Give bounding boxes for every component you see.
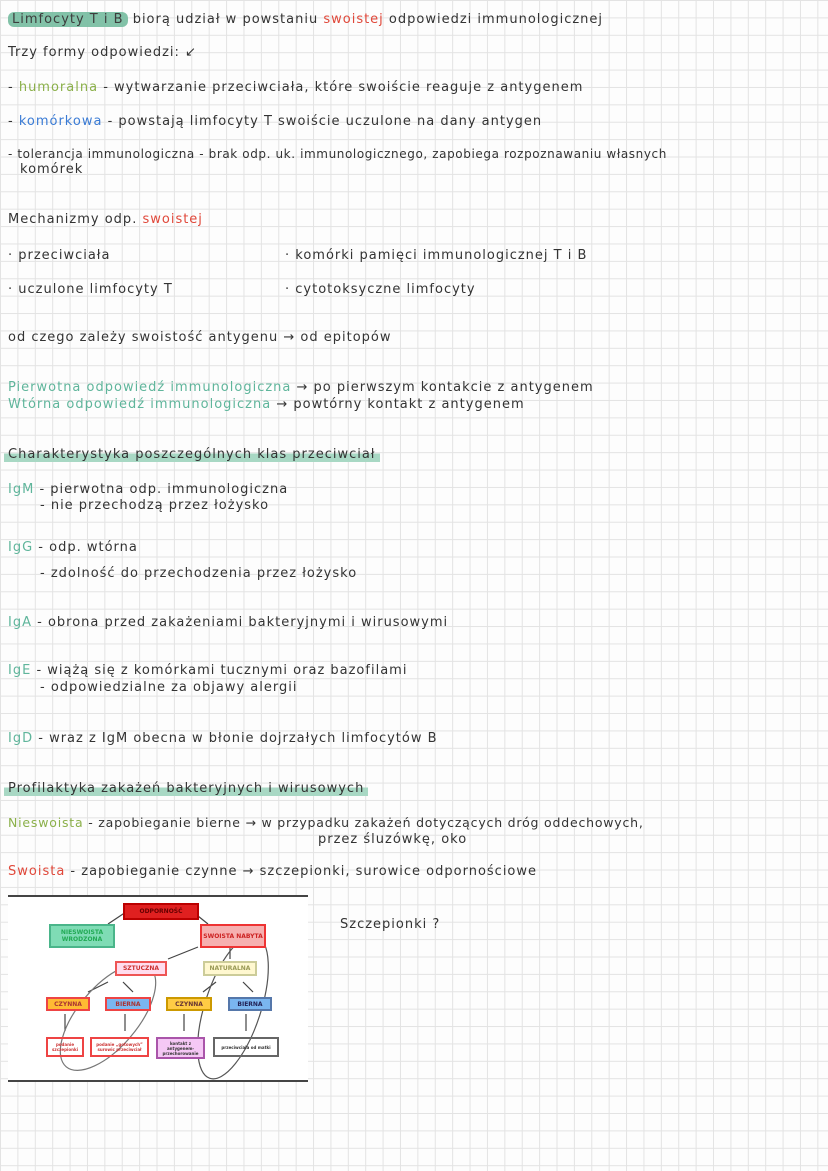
text: - wraz z IgM obecna w błonie dojrzałych limfocytów B <box>33 731 438 746</box>
text: Wtórna odpowiedź immunologiczna <box>8 397 272 412</box>
text: → po pierwszym kontakcie z antygenem <box>291 380 594 395</box>
text: komórkowa <box>18 114 103 129</box>
mech-item: · komórki pamięci immunologicznej T i B <box>285 248 588 263</box>
text: humoralna <box>18 80 99 95</box>
box-active: CZYNNA <box>46 997 90 1011</box>
heading-classes <box>4 447 380 462</box>
box-passive: BIERNA <box>228 997 272 1011</box>
iga <box>8 615 448 630</box>
heading-prophylaxis <box>4 781 368 796</box>
text: - wiążą się z komórkami tucznymi oraz bazofilami <box>31 663 408 678</box>
text: Nieswoista <box>8 815 84 830</box>
box-vaccine: podanie szczepionki <box>46 1037 84 1057</box>
text: - zapobieganie bierne → w przypadku zakażeń dotyczących dróg oddechowych, <box>83 815 644 830</box>
box-passive: BIERNA <box>105 997 151 1011</box>
text: odpowiedzi immunologicznej <box>383 12 604 27</box>
text: - obrona przed zakażeniami bakteryjnymi i wirusowymi <box>31 615 449 630</box>
vaccines-question: Szczepionki ? <box>340 917 441 932</box>
text: - pierwotna odp. immunologiczna <box>34 482 289 497</box>
text: - wytwarzanie przeciwciała, które swoiście reaguje z antygenem <box>98 80 584 95</box>
text: IgM <box>8 482 35 497</box>
nonspecific <box>8 815 644 830</box>
text: IgG <box>8 540 34 555</box>
mech-item: · przeciwciała <box>8 248 111 263</box>
box-specific: SWOISTA NABYTA <box>200 924 266 948</box>
igg <box>8 540 138 555</box>
cellular: - komórkowa - powstają limfocyty T swoiście uczulone na dany antygen <box>8 114 543 129</box>
text: swoistej <box>323 12 384 27</box>
box-mother: przeciwciała od matki <box>213 1037 279 1057</box>
ige <box>8 663 407 678</box>
ige2: - odpowiedzialne za objawy alergii <box>40 680 298 695</box>
text: IgE <box>8 663 32 678</box>
tolerance2: komórek <box>20 162 84 177</box>
box-root: ODPORNOŚĆ <box>123 903 199 920</box>
tolerance: - tolerancja immunologiczna - brak odp. uk. immunologicznego, zapobiega rozpoznawaniu własnych <box>8 147 667 161</box>
specific <box>8 864 537 879</box>
humoral: - humoralna - wytwarzanie przeciwciała, które swoiście reaguje z antygenem <box>8 80 584 95</box>
text: Profilaktyka zakażeń bakteryjnych i wirusowych <box>4 781 368 796</box>
igm <box>8 482 288 497</box>
text: Pierwotna odpowiedź immunologiczna <box>8 380 292 395</box>
text: - powstają limfocyty T swoiście uczulone na dany antygen <box>102 114 543 129</box>
text: Swoista <box>8 864 66 879</box>
text: swoistej <box>142 212 203 227</box>
igg2: - zdolność do przechodzenia przez łożysko <box>40 566 358 581</box>
text: → powtórny kontakt z antygenem <box>271 397 525 412</box>
box-nonspecific: NIESWOISTA WRODZONA <box>49 924 115 948</box>
box-artificial: SZTUCZNA <box>115 961 167 976</box>
forms: Trzy formy odpowiedzi: ↙ <box>8 45 197 60</box>
text: IgA <box>8 615 32 630</box>
text: - zapobieganie czynne → szczepionki, surowice odpornościowe <box>65 864 538 879</box>
secondary <box>8 397 525 412</box>
mechanisms <box>8 212 203 227</box>
title-line <box>8 12 603 27</box>
highlight: Limfocyty T i B <box>8 12 128 27</box>
igd <box>8 731 438 746</box>
igm2: - nie przechodzą przez łożysko <box>40 498 270 513</box>
text: Mechanizmy odp. <box>8 212 143 227</box>
epitopes: od czego zależy swoistość antygenu → od epitopów <box>8 330 392 345</box>
nonspecific2: przez śluzówkę, oko <box>318 832 468 847</box>
box-active: CZYNNA <box>166 997 212 1011</box>
text: Charakterystyka poszczególnych klas przeciwciał <box>4 447 380 462</box>
box-contact: kontakt z antygenem-przechorowanie <box>156 1037 205 1059</box>
mech-item: · uczulone limfocyty T <box>8 282 173 297</box>
mech-item: · cytotoksyczne limfocyty <box>285 282 476 297</box>
immunity-diagram <box>8 895 308 1082</box>
box-serum: podanie „gotowych” surowic przeciwciał <box>90 1037 149 1057</box>
text: IgD <box>8 731 34 746</box>
text: - odp. wtórna <box>33 540 138 555</box>
primary <box>8 380 594 395</box>
box-natural: NATURALNA <box>203 961 257 976</box>
text: biorą udział w powstaniu <box>127 12 324 27</box>
